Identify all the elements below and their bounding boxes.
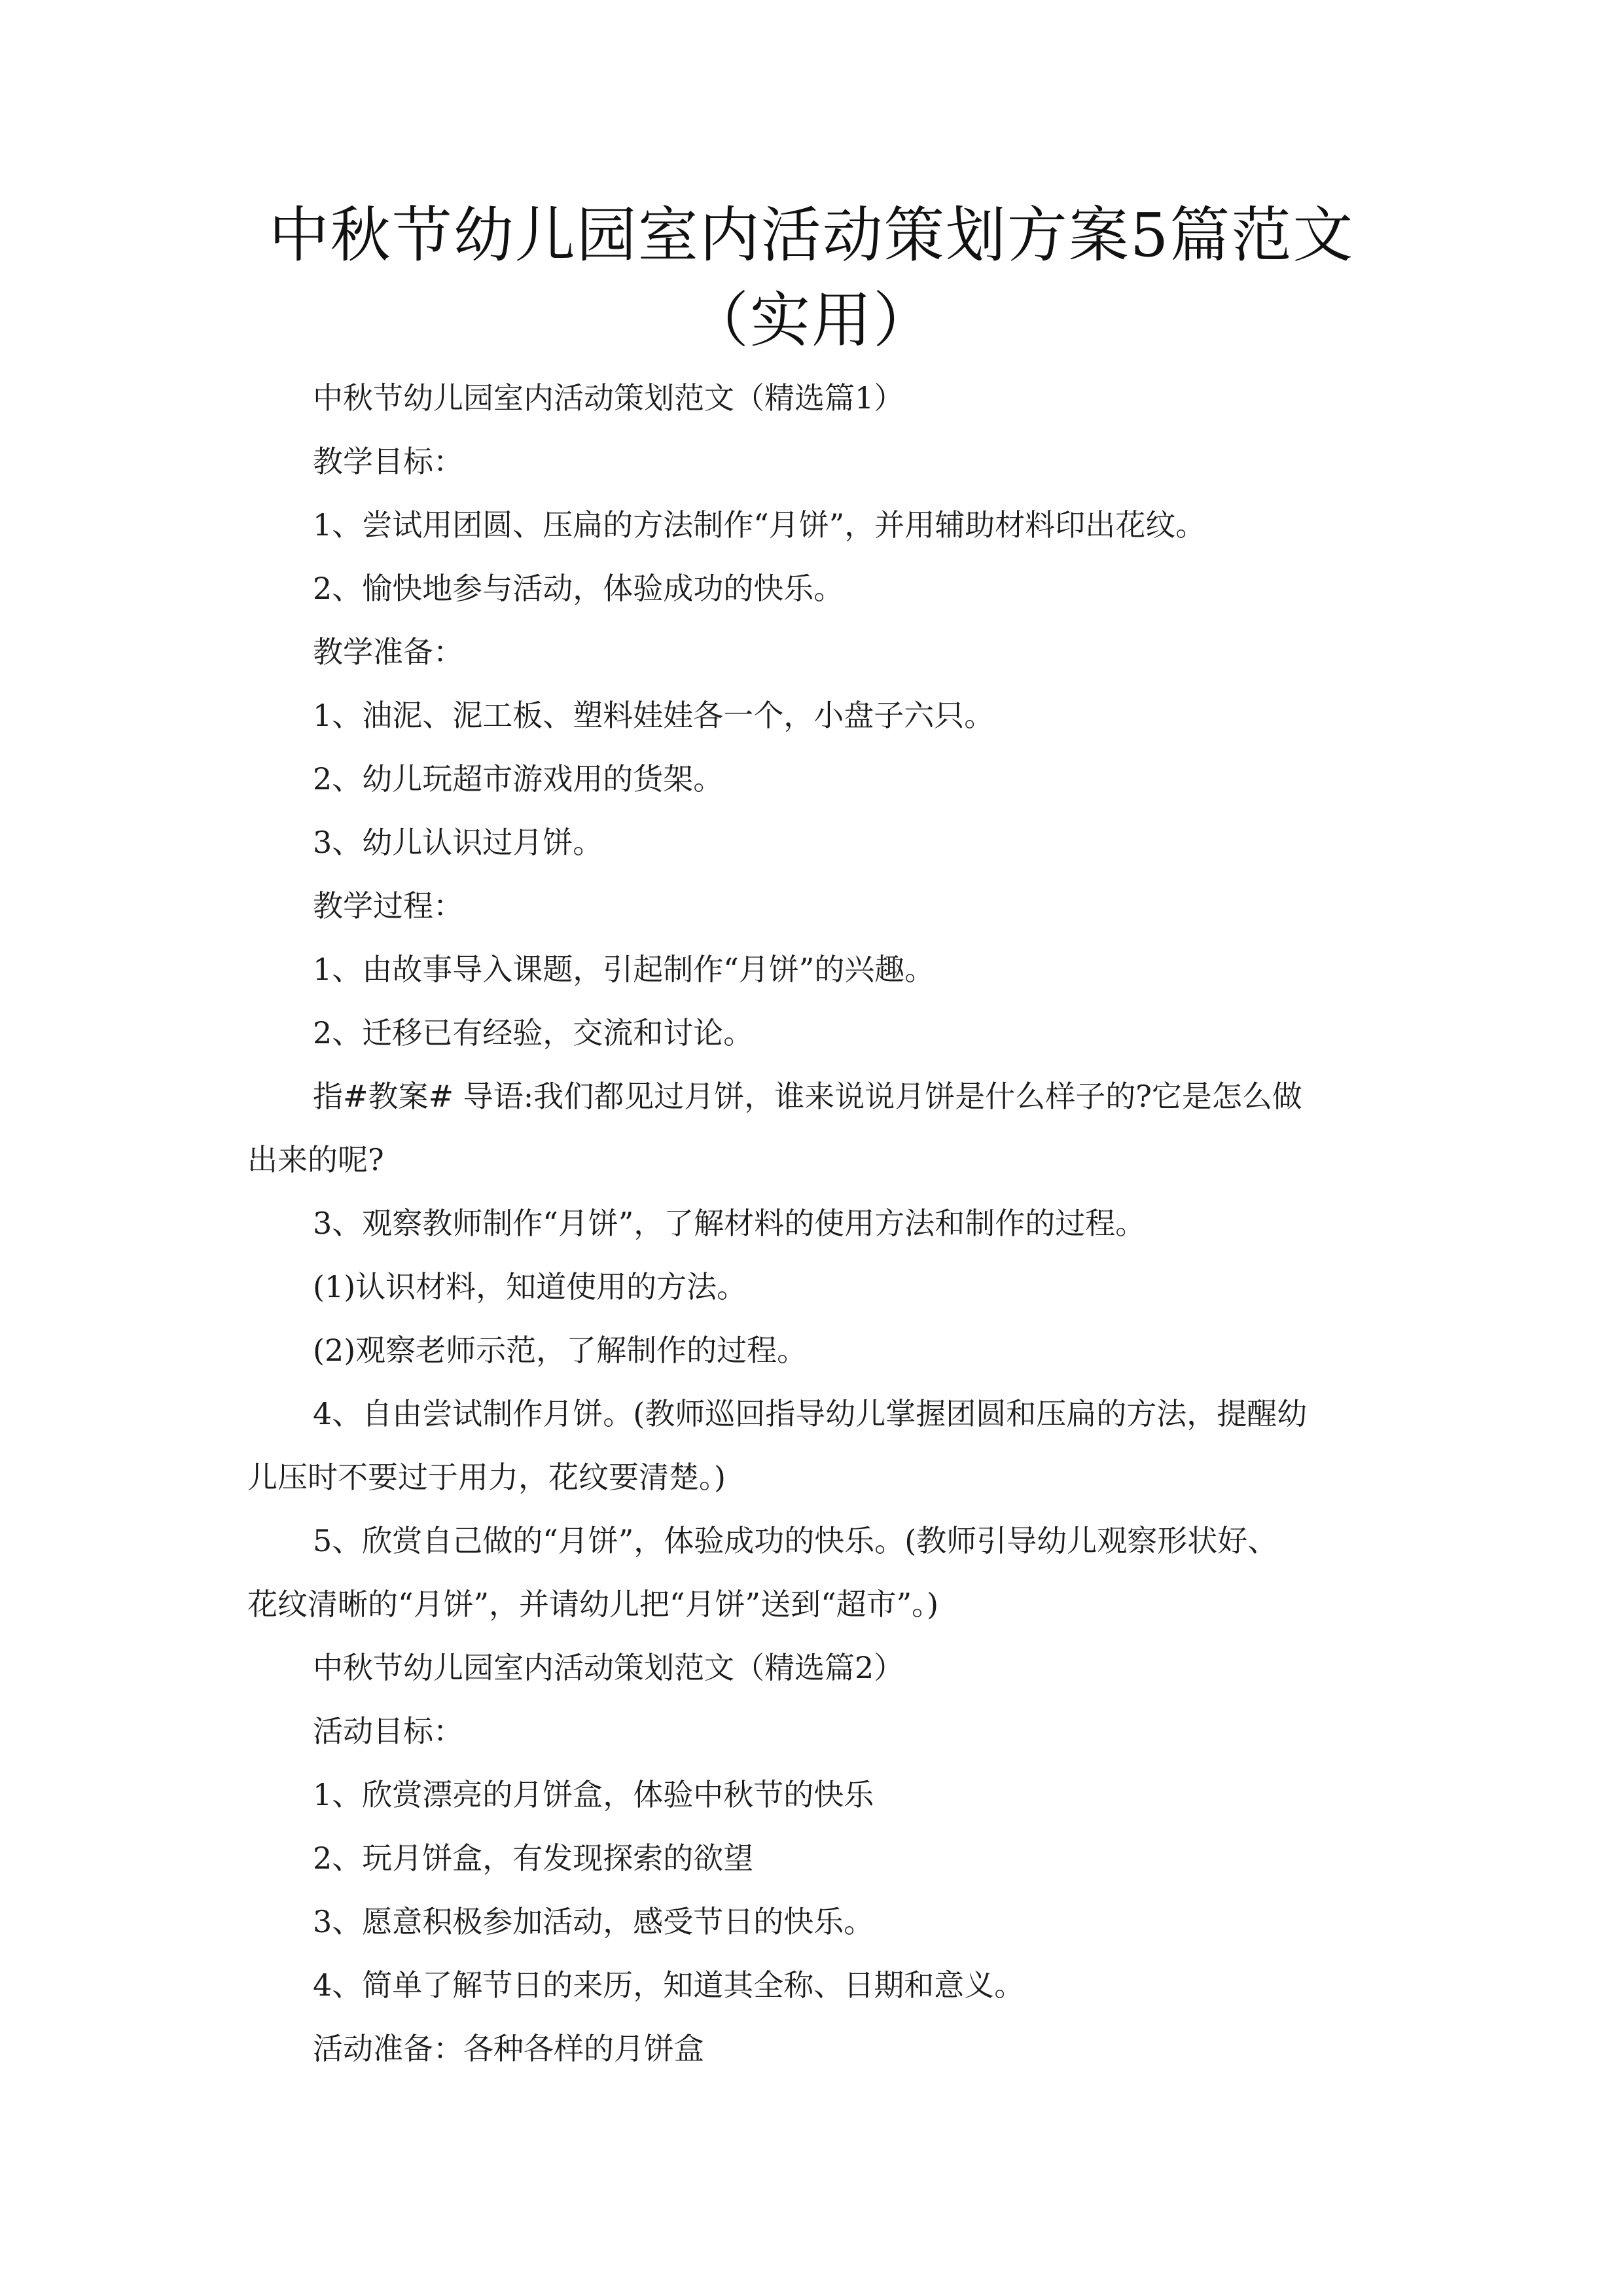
paragraph-line: 5、欣赏自己做的“月饼”，体验成功的快乐。(教师引导幼儿观察形状好、 [313, 1523, 1278, 1558]
paragraph-line: 3、愿意积极参加活动，感受节日的快乐。 [313, 1904, 874, 1939]
heading-activity-prep: 活动准备：各种各样的月饼盒 [313, 2031, 704, 2066]
paragraph-line: 4、自由尝试制作月饼。(教师巡回指导幼儿掌握团圆和压扁的方法，提醒幼 [313, 1396, 1308, 1431]
paragraph-line: 2、愉快地参与活动，体验成功的快乐。 [313, 571, 844, 606]
paragraph-line: 1、尝试用团圆、压扁的方法制作“月饼”，并用辅助材料印出花纹。 [313, 507, 1206, 543]
paragraph-line: 花纹清晰的“月饼”，并请幼儿把“月饼”送到“超市”。) [247, 1587, 939, 1622]
paragraph-line: 1、由故事导入课题，引起制作“月饼”的兴趣。 [313, 952, 935, 987]
paragraph-line: 指#教案# 导语:我们都见过月饼，谁来说说月饼是什么样子的?它是怎么做 [313, 1079, 1302, 1114]
paragraph-line: (2)观察老师示范，了解制作的过程。 [313, 1333, 808, 1368]
document-title-line-1: 中秋节幼儿园室内活动策划方案5篇范文 [268, 200, 1355, 270]
paragraph-line: 2、迁移已有经验，交流和讨论。 [313, 1015, 754, 1050]
heading-teaching-prep: 教学准备： [313, 634, 463, 670]
heading-teaching-process: 教学过程： [313, 888, 463, 924]
paragraph-line: 儿压时不要过于用力，花纹要清楚。) [247, 1460, 726, 1495]
paragraph-line: 出来的呢? [247, 1142, 384, 1177]
paragraph-line: 2、玩月饼盒，有发现探索的欲望 [313, 1840, 754, 1876]
document-title-line-2: （实用） [688, 285, 935, 355]
heading-teaching-goals: 教学目标： [313, 444, 463, 479]
paragraph-line: 2、幼儿玩超市游戏用的货架。 [313, 761, 724, 797]
section-heading-1: 中秋节幼儿园室内活动策划范文（精选篇1） [313, 380, 904, 416]
heading-activity-goals: 活动目标： [313, 1713, 463, 1749]
paragraph-line: 1、油泥、泥工板、塑料娃娃各一个，小盘子六只。 [313, 698, 995, 733]
paragraph-line: 3、观察教师制作“月饼”，了解材料的使用方法和制作的过程。 [313, 1206, 1146, 1241]
section-heading-2: 中秋节幼儿园室内活动策划范文（精选篇2） [313, 1650, 904, 1685]
paragraph-line: 4、简单了解节日的来历，知道其全称、日期和意义。 [313, 1967, 1025, 2003]
paragraph-line: (1)认识材料，知道使用的方法。 [313, 1269, 747, 1304]
paragraph-line: 3、幼儿认识过月饼。 [313, 825, 603, 860]
paragraph-line: 1、欣赏漂亮的月饼盒，体验中秋节的快乐 [313, 1777, 874, 1812]
